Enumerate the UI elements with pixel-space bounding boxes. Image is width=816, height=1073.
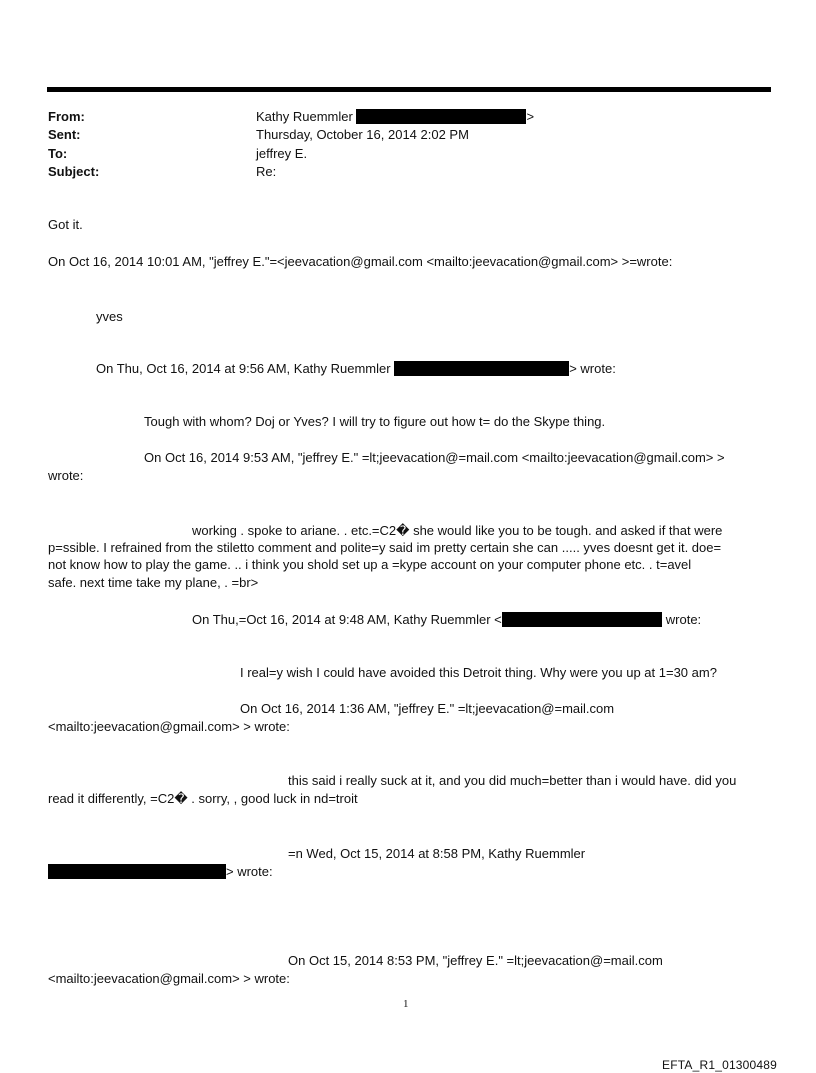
quote-header-suffix: > wrote: <box>226 864 273 879</box>
document-id: EFTA_R1_01300489 <box>662 1058 778 1072</box>
subject-value: Re: <box>256 164 277 179</box>
body-line: I real=y wish I could have avoided this Detroit thing. Why were you up at 1=30 am? <box>240 665 717 680</box>
body-line: read it differently, =C2� . sorry, , good luck in nd=troit <box>48 791 358 806</box>
sender-name: Kathy Ruemmler <box>256 109 353 124</box>
quote-header-text: On Thu,=Oct 16, 2014 at 9:48 AM, Kathy Ruemmler < <box>192 612 502 627</box>
body-line <box>192 612 701 628</box>
body-line: <mailto:jeevacation@gmail.com> > wrote: <box>48 719 290 734</box>
body-line: safe. next time take my plane, . =br> <box>48 575 259 590</box>
from-label: From: <box>48 109 85 124</box>
from-value <box>256 109 534 125</box>
redaction-box <box>48 864 226 879</box>
body-line: On Oct 16, 2014 10:01 AM, "jeffrey E."=<jeevacation@gmail.com <mailto:jeevacation@gmail.com> >=wrote: <box>48 254 673 269</box>
body-line: yves <box>96 309 123 324</box>
quote-header-text: On Thu, Oct 16, 2014 at 9:56 AM, Kathy Ruemmler <box>96 361 391 376</box>
body-line: wrote: <box>48 468 84 483</box>
redaction-box <box>502 612 662 627</box>
sent-label: Sent: <box>48 127 81 142</box>
redaction-box <box>394 361 569 376</box>
body-line: not know how to play the game. .. i think you shold set up a =kype account on your computer phone etc. . t=avel <box>48 557 692 572</box>
body-line: On Oct 16, 2014 1:36 AM, "jeffrey E." =lt;jeevacation@=mail.com <box>240 701 615 716</box>
body-line: Tough with whom? Doj or Yves? I will try to figure out how t= do the Skype thing. <box>144 414 606 429</box>
sent-value: Thursday, October 16, 2014 2:02 PM <box>256 127 469 142</box>
page-number: 1 <box>403 998 409 1010</box>
body-line: On Oct 15, 2014 8:53 PM, "jeffrey E." =lt;jeevacation@=mail.com <box>288 953 663 968</box>
header-rule <box>47 87 771 92</box>
body-line: p=ssible. I refrained from the stiletto comment and polite=y said im pretty certain she can ..... yves doesnt get it. doe= <box>48 540 722 555</box>
quote-header-suffix: > wrote: <box>569 361 616 376</box>
body-line: On Oct 16, 2014 9:53 AM, "jeffrey E." =lt;jeevacation@=mail.com <mailto:jeevacation@gmail.com> > <box>144 450 725 465</box>
subject-label: Subject: <box>48 164 100 179</box>
body-line: this said i really suck at it, and you did much=better than i would have. did you <box>288 773 737 788</box>
body-line <box>48 864 273 880</box>
body-line <box>96 361 616 377</box>
body-line: <mailto:jeevacation@gmail.com> > wrote: <box>48 971 290 986</box>
to-value: jeffrey E. <box>256 146 308 161</box>
body-line: working . spoke to ariane. . etc.=C2� she would like you to be tough. and asked if that were <box>192 523 723 538</box>
from-suffix: > <box>526 109 535 124</box>
body-line: =n Wed, Oct 15, 2014 at 8:58 PM, Kathy Ruemmler <box>288 846 586 861</box>
redaction-box <box>356 109 526 124</box>
body-line: Got it. <box>48 217 83 232</box>
to-label: To: <box>48 146 68 161</box>
quote-header-suffix: wrote: <box>665 612 702 627</box>
